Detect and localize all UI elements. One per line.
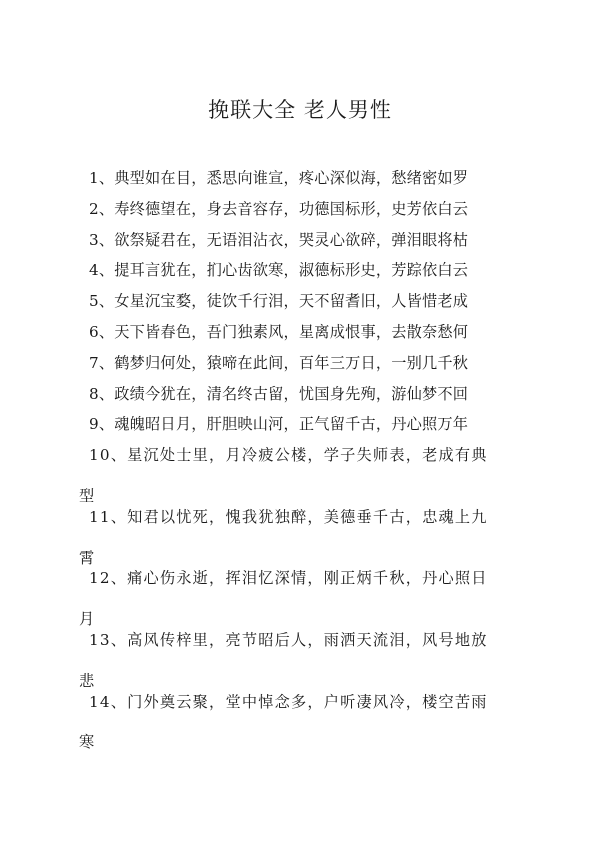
couplet-13 <box>79 625 524 690</box>
couplet-text: 天下皆春色，吾门独素风，星离成恨事，去散奈愁何 <box>114 322 469 341</box>
couplet-text: 典型如在目，悉思向谁宣，疼心深似海，愁绪密如罗 <box>114 169 469 187</box>
document-title: 挽联大全 老人男性 <box>208 98 392 122</box>
couplet-4 <box>89 255 524 286</box>
couplet-5 <box>89 286 524 317</box>
couplet-number: 3、 <box>89 230 115 249</box>
couplet-first-line <box>89 502 524 533</box>
couplet-number: 7、 <box>89 353 115 372</box>
couplet-number: 6、 <box>89 322 115 341</box>
couplet-7 <box>89 348 524 379</box>
couplet-text: 知君以忧死，愧我犹独醉，美德垂千古，忠魂上九 <box>127 507 488 526</box>
couplet-text: 政绩今犹在，清名终古留，忧国身先殉，游仙梦不回 <box>114 384 469 403</box>
couplet-1 <box>89 163 524 194</box>
couplet-12 <box>79 563 524 629</box>
couplet-number: 2、 <box>89 199 115 218</box>
couplet-text: 魂魄昭日月，肝胆映山河，正气留千古，丹心照万年 <box>114 415 469 434</box>
couplet-number: 1、 <box>89 169 115 187</box>
couplet-text: 欲祭疑君在，无语泪沾衣，哭灵心欲碎，弹泪眼将枯 <box>114 230 469 249</box>
couplet-number: 11、 <box>89 507 128 526</box>
couplet-number: 8、 <box>89 384 115 403</box>
couplet-overflow-char: 月 <box>79 610 95 629</box>
couplet-number: 9、 <box>89 415 115 434</box>
couplet-overflow-char: 霄 <box>79 548 95 567</box>
couplet-text: 门外奠云聚，堂中悼念多，户听凄风冷，楼空苦雨 <box>127 692 488 711</box>
couplet-14 <box>79 687 524 752</box>
couplet-text: 痛心伤永逝，挥泪忆深情，刚正炳千秋，丹心照日 <box>127 569 488 588</box>
couplet-8 <box>89 379 524 410</box>
couplet-text: 鹤梦归何处，猿啼在此间，百年三万日，一别几千秋 <box>114 353 469 372</box>
couplet-number: 12、 <box>89 569 128 588</box>
couplet-9 <box>89 409 524 440</box>
couplet-number: 10、 <box>89 446 128 465</box>
couplet-first-line <box>89 563 524 594</box>
couplet-overflow-char: 型 <box>79 486 95 505</box>
couplet-list <box>79 163 524 752</box>
couplet-11 <box>79 502 524 567</box>
couplet-overflow-char: 寒 <box>79 733 95 752</box>
couplet-first-line <box>89 625 524 656</box>
couplet-text: 提耳言犹在，扪心齿欲寒，淑德标形史，芳踪依白云 <box>114 261 469 280</box>
couplet-text: 寿终德望在，身去音容存，功德国标形，史芳依白云 <box>114 199 469 218</box>
couplet-first-line <box>89 440 524 471</box>
couplet-number: 14、 <box>89 692 128 711</box>
couplet-text: 女星沉宝婺，徒饮千行泪，天不留耆旧，人皆惜老成 <box>114 292 469 311</box>
couplet-6 <box>89 317 524 348</box>
couplet-first-line <box>89 687 524 718</box>
couplet-number: 4、 <box>89 261 115 280</box>
couplet-text: 星沉处士里，月冷疲公楼，学子失师表，老成有典 <box>127 446 488 465</box>
couplet-10 <box>79 440 524 505</box>
couplet-number: 5、 <box>89 292 115 311</box>
couplet-3 <box>89 225 524 256</box>
couplet-number: 13、 <box>89 630 128 649</box>
couplet-overflow-char: 悲 <box>79 671 95 690</box>
couplet-2 <box>89 194 524 225</box>
couplet-text: 高风传梓里，亮节昭后人，雨洒天流泪，风号地放 <box>127 630 488 649</box>
